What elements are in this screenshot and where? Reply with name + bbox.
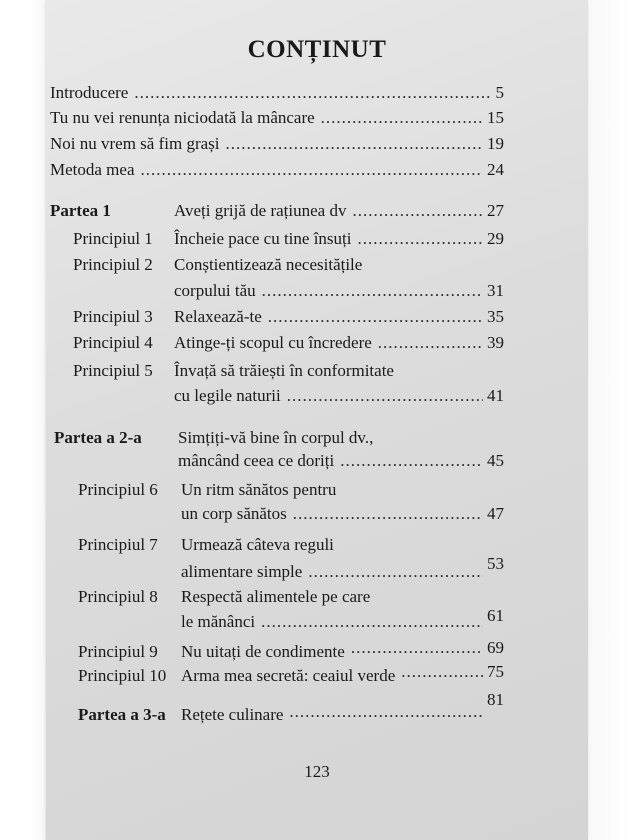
principle-title: Învață să trăiești în conformitate <box>174 361 394 380</box>
toc-entry-page: 75 <box>487 662 504 681</box>
toc-principle-10 <box>78 662 504 685</box>
toc-entry-page: 31 <box>487 281 504 300</box>
principle-title: Respectă alimentele pe care <box>181 587 371 606</box>
leader-dots <box>308 562 483 582</box>
toc-entry-page: 35 <box>487 307 504 326</box>
principle-label: Principiul 4 <box>73 333 153 352</box>
page-title: CONȚINUT <box>247 36 387 63</box>
toc-entry <box>50 160 504 180</box>
toc-entry-page: 61 <box>487 606 504 625</box>
part-label: Partea a 3-a <box>78 705 166 724</box>
toc-entry-page: 27 <box>487 201 504 220</box>
leader-dots <box>401 662 483 682</box>
toc-entry-introducere <box>50 83 504 103</box>
leader-dots <box>268 307 483 327</box>
principle-title: Arma mea secretă: ceaiul verde <box>181 666 396 685</box>
leader-dots <box>289 702 483 722</box>
principle-label: Principiul 6 <box>78 480 158 499</box>
principle-title-continued: le mănânci <box>181 612 256 631</box>
part-title: Simțiți-vă bine în corpul dv., <box>178 428 374 447</box>
toc-part-2 <box>54 428 373 448</box>
toc-principle-9 <box>78 638 504 661</box>
principle-title: Nu uitați de condimente <box>181 642 345 661</box>
toc-principle-6 <box>78 480 336 500</box>
principle-title-continued: alimentare simple <box>181 562 303 581</box>
principle-label: Principiul 2 <box>73 255 153 274</box>
principle-title: Relaxează-te <box>174 307 262 326</box>
toc-entry-title: Noi nu vrem să fim grași <box>50 134 220 153</box>
leader-dots <box>226 134 484 154</box>
toc-entry-page: 39 <box>487 333 504 352</box>
part-label: Partea 1 <box>50 201 111 220</box>
principle-label: Principiul 5 <box>73 361 153 380</box>
part-label: Partea a 2-a <box>54 428 142 447</box>
toc-part-1 <box>50 201 504 221</box>
leader-dots <box>340 451 483 471</box>
toc-principle-5 <box>73 361 394 381</box>
toc-entry-page: 19 <box>487 134 504 153</box>
toc-entry-page: 5 <box>495 83 504 102</box>
toc-principle-8 <box>78 587 370 607</box>
principle-title: Conștientizează necesitățile <box>174 255 363 274</box>
toc-entry-page: 69 <box>487 638 504 657</box>
principle-title: Încheie pace cu tine însuți <box>174 229 352 248</box>
leader-dots <box>293 504 483 524</box>
toc-entry-page: 53 <box>487 554 504 573</box>
toc-principle-7 <box>78 535 334 555</box>
leader-dots <box>287 386 483 406</box>
toc-entry-page: 24 <box>487 160 504 179</box>
background-right <box>590 0 630 840</box>
toc-entry-title: Metoda mea <box>50 160 135 179</box>
leader-dots <box>351 638 483 658</box>
toc-principle-4 <box>73 333 504 353</box>
toc-principle-2 <box>73 255 362 275</box>
toc-entry <box>50 134 504 154</box>
leader-dots <box>134 83 491 103</box>
toc-entry-page: 81 <box>487 690 504 709</box>
leader-dots <box>352 201 483 221</box>
principle-label: Principiul 10 <box>78 666 167 685</box>
toc-principle-7-continued <box>181 554 504 581</box>
principle-label: Principiul 1 <box>73 229 153 248</box>
toc-principle-5-continued <box>174 386 504 406</box>
toc-principle-2-continued <box>174 281 504 301</box>
principle-title-continued: corpului tău <box>174 281 256 300</box>
part-title: Rețete culinare <box>181 705 284 724</box>
toc-entry-page: 15 <box>487 108 504 127</box>
principle-title-continued: un corp sănătos <box>181 504 287 523</box>
toc-part-2-continued <box>178 451 504 471</box>
principle-label: Principiul 8 <box>78 587 158 606</box>
principle-label: Principiul 9 <box>78 642 158 661</box>
toc-principle-1 <box>73 229 504 249</box>
leader-dots <box>261 612 483 632</box>
toc-entry-page: 41 <box>487 386 504 405</box>
principle-title: Urmează câteva reguli <box>181 535 334 554</box>
principle-title: Atinge-ți scopul cu încredere <box>174 333 372 352</box>
toc-principle-8-continued <box>181 606 504 631</box>
principle-label: Principiul 7 <box>78 535 158 554</box>
leader-dots <box>357 229 483 249</box>
part-title-continued: mâncând ceea ce doriți <box>178 451 335 470</box>
toc-entry <box>50 108 504 128</box>
leader-dots <box>321 108 483 128</box>
toc-part-3 <box>78 690 504 724</box>
principle-title-continued: cu legile naturii <box>174 386 281 405</box>
toc-entry-page: 45 <box>487 451 504 470</box>
principle-label: Principiul 3 <box>73 307 153 326</box>
part-title: Aveți grijă de rațiunea dv <box>174 201 347 220</box>
toc-entry-page: 47 <box>487 504 504 523</box>
toc-principle-6-continued <box>181 504 504 524</box>
leader-dots <box>378 333 483 353</box>
leader-dots <box>141 160 484 180</box>
leader-dots <box>262 281 483 301</box>
page-number: 123 <box>304 762 330 781</box>
toc-entry-title: Tu nu vei renunța niciodată la mâncare <box>50 108 315 127</box>
background-left <box>0 0 50 840</box>
toc-entry-page: 29 <box>487 229 504 248</box>
toc-principle-3 <box>73 307 504 327</box>
principle-title: Un ritm sănătos pentru <box>181 480 337 499</box>
toc-entry-title: Introducere <box>50 83 129 102</box>
